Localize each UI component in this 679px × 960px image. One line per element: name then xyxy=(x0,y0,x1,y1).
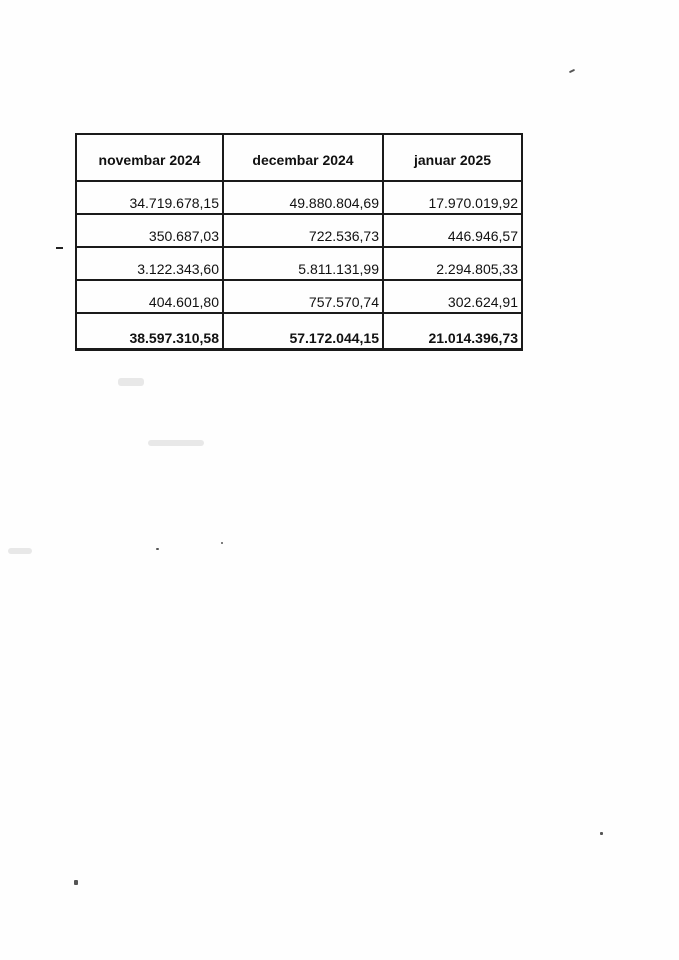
table-cell: 17.970.019,92 xyxy=(383,181,522,214)
table-row xyxy=(76,280,522,313)
table-header-row xyxy=(76,134,522,181)
scan-smudge xyxy=(118,378,144,386)
column-header: januar 2025 xyxy=(383,134,522,181)
financial-table xyxy=(75,133,523,351)
table-row xyxy=(76,181,522,214)
scan-speck xyxy=(600,832,603,835)
table-cell: 2.294.805,33 xyxy=(383,247,522,280)
total-cell: 57.172.044,15 xyxy=(223,313,383,349)
totals-row xyxy=(76,313,522,349)
table-cell: 5.811.131,99 xyxy=(223,247,383,280)
table-cell: 34.719.678,15 xyxy=(76,181,223,214)
table-cell: 302.624,91 xyxy=(383,280,522,313)
table-cell: 722.536,73 xyxy=(223,214,383,247)
table-row xyxy=(76,214,522,247)
column-header: novembar 2024 xyxy=(76,134,223,181)
scan-speck xyxy=(221,542,223,544)
table-cell: 3.122.343,60 xyxy=(76,247,223,280)
scan-speck xyxy=(569,69,575,73)
total-cell: 21.014.396,73 xyxy=(383,313,522,349)
table-cell: 757.570,74 xyxy=(223,280,383,313)
scan-speck xyxy=(156,548,159,550)
table-cell: 350.687,03 xyxy=(76,214,223,247)
table-row xyxy=(76,247,522,280)
scan-smudge xyxy=(148,440,204,446)
margin-dash-mark xyxy=(56,247,63,249)
column-header: decembar 2024 xyxy=(223,134,383,181)
total-cell: 38.597.310,58 xyxy=(76,313,223,349)
scan-smudge xyxy=(8,548,32,554)
table-cell: 446.946,57 xyxy=(383,214,522,247)
table-cell: 49.880.804,69 xyxy=(223,181,383,214)
scan-speck xyxy=(74,880,78,885)
table-cell: 404.601,80 xyxy=(76,280,223,313)
